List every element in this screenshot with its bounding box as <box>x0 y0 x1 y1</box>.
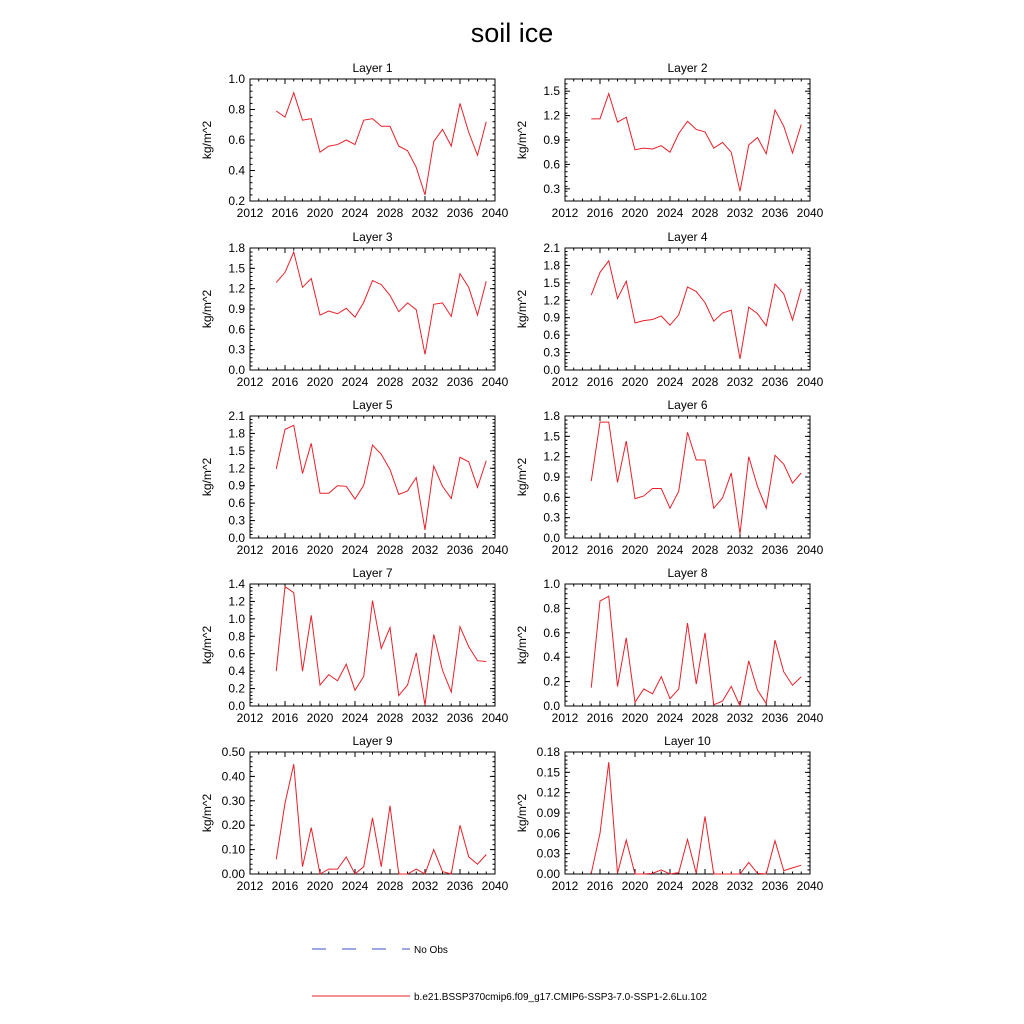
panel-layer-6 <box>515 398 824 557</box>
x-tick-label: 2036 <box>446 375 474 389</box>
x-tick-label: 2032 <box>726 375 754 389</box>
x-tick-label: 2036 <box>446 543 474 557</box>
y-tick-label: 0.50 <box>221 745 245 759</box>
panel-title: Layer 10 <box>664 734 711 748</box>
plot-frame <box>250 248 495 370</box>
y-axis-label: kg/m^2 <box>200 457 214 497</box>
x-tick-label: 2028 <box>691 879 719 893</box>
series-line <box>591 261 801 359</box>
figure-title: soil ice <box>470 18 554 48</box>
y-tick-label: 0.8 <box>228 102 245 117</box>
y-tick-label: 0.9 <box>543 470 560 484</box>
y-tick-label: 0.6 <box>228 496 245 511</box>
x-tick-label: 2028 <box>691 711 719 725</box>
x-tick-label: 2036 <box>761 543 789 557</box>
x-tick-label: 2028 <box>376 375 404 389</box>
y-tick-label: 0.6 <box>543 157 560 172</box>
series-line <box>591 94 801 192</box>
panel-layer-5 <box>200 398 509 557</box>
x-tick-label: 2036 <box>761 206 789 220</box>
x-tick-label: 2016 <box>586 711 614 725</box>
x-tick-label: 2012 <box>551 711 579 725</box>
x-tick-label: 2020 <box>621 543 649 557</box>
y-tick-label: 0.15 <box>536 765 560 780</box>
x-tick-label: 2032 <box>411 206 439 220</box>
y-tick-label: 2.1 <box>543 241 560 255</box>
y-tick-label: 0.9 <box>543 310 560 325</box>
y-axis-label: kg/m^2 <box>200 793 214 833</box>
x-tick-label: 2020 <box>306 206 334 220</box>
y-tick-label: 0.30 <box>221 793 245 808</box>
x-tick-label: 2012 <box>551 375 579 389</box>
x-tick-label: 2016 <box>586 543 614 557</box>
y-tick-label: 0.0 <box>228 363 245 377</box>
y-tick-label: 0.3 <box>543 345 560 360</box>
y-tick-label: 1.4 <box>228 577 245 591</box>
y-tick-label: 0.40 <box>221 769 245 784</box>
x-tick-label: 2020 <box>306 711 334 725</box>
series-line <box>276 252 486 354</box>
y-tick-label: 1.5 <box>228 261 245 276</box>
x-tick-label: 2024 <box>341 206 369 220</box>
y-tick-label: 0.4 <box>543 650 560 665</box>
y-tick-label: 0.2 <box>543 674 560 689</box>
y-axis-label: kg/m^2 <box>515 793 529 833</box>
y-tick-label: 0.3 <box>228 342 245 357</box>
x-tick-label: 2016 <box>586 375 614 389</box>
panel-layer-9 <box>200 734 509 893</box>
x-tick-label: 2032 <box>726 879 754 893</box>
x-tick-label: 2012 <box>236 711 264 725</box>
y-tick-label: 0.00 <box>221 867 245 881</box>
x-tick-label: 2024 <box>341 543 369 557</box>
panel-title: Layer 9 <box>352 734 393 748</box>
y-tick-label: 1.8 <box>228 241 245 255</box>
legend-obs-label: No Obs <box>414 945 448 956</box>
y-tick-label: 0.00 <box>536 867 560 881</box>
y-tick-label: 0.9 <box>228 302 245 316</box>
panel-title: Layer 8 <box>667 566 708 580</box>
panel-layer-2 <box>515 61 824 220</box>
x-tick-label: 2040 <box>481 375 509 389</box>
y-tick-label: 1.5 <box>543 275 560 290</box>
panel-layer-7 <box>200 566 509 725</box>
y-tick-label: 1.0 <box>228 72 245 86</box>
x-tick-label: 2020 <box>621 375 649 389</box>
panel-layer-10 <box>515 734 824 893</box>
y-tick-label: 0.12 <box>536 785 560 800</box>
y-tick-label: 0.0 <box>228 699 245 713</box>
series-line <box>276 93 486 195</box>
x-tick-label: 2012 <box>551 543 579 557</box>
y-tick-label: 0.06 <box>536 826 560 841</box>
panel-title: Layer 4 <box>667 230 708 244</box>
x-tick-label: 2020 <box>621 206 649 220</box>
x-tick-label: 2032 <box>726 543 754 557</box>
x-tick-label: 2012 <box>236 879 264 893</box>
x-tick-label: 2016 <box>271 206 299 220</box>
x-tick-label: 2036 <box>446 711 474 725</box>
y-tick-label: 0.3 <box>543 510 560 525</box>
y-tick-label: 0.0 <box>228 531 245 545</box>
x-tick-label: 2024 <box>341 711 369 725</box>
x-tick-label: 2016 <box>271 711 299 725</box>
y-tick-label: 0.0 <box>543 363 560 377</box>
x-tick-label: 2028 <box>376 711 404 725</box>
y-tick-label: 1.2 <box>228 281 245 296</box>
y-tick-label: 1.8 <box>543 258 560 273</box>
x-tick-label: 2020 <box>306 879 334 893</box>
plot-frame <box>250 752 495 874</box>
y-tick-label: 0.8 <box>228 629 245 644</box>
y-tick-label: 1.8 <box>543 409 560 423</box>
y-tick-label: 1.5 <box>228 443 245 458</box>
x-tick-label: 2012 <box>236 375 264 389</box>
panel-title: Layer 7 <box>352 566 393 580</box>
x-tick-label: 2040 <box>796 543 824 557</box>
y-tick-label: 1.5 <box>543 84 560 99</box>
panel-layer-4 <box>515 230 824 389</box>
x-tick-label: 2024 <box>656 879 684 893</box>
y-tick-label: 0.10 <box>221 842 245 857</box>
x-tick-label: 2036 <box>761 879 789 893</box>
panel-layer-8 <box>515 566 824 725</box>
x-tick-label: 2032 <box>411 543 439 557</box>
x-tick-label: 2028 <box>691 543 719 557</box>
panel-layer-3 <box>200 230 509 389</box>
x-tick-label: 2032 <box>726 206 754 220</box>
x-tick-label: 2040 <box>481 711 509 725</box>
x-tick-label: 2024 <box>656 375 684 389</box>
x-tick-label: 2028 <box>376 206 404 220</box>
x-tick-label: 2016 <box>271 543 299 557</box>
y-tick-label: 1.0 <box>543 577 560 591</box>
x-tick-label: 2024 <box>341 879 369 893</box>
y-tick-label: 0.6 <box>228 322 245 337</box>
x-tick-label: 2040 <box>796 206 824 220</box>
panel-title: Layer 2 <box>667 61 708 75</box>
x-tick-label: 2024 <box>656 206 684 220</box>
y-tick-label: 0.6 <box>543 328 560 343</box>
x-tick-label: 2012 <box>551 206 579 220</box>
panel-title: Layer 6 <box>667 398 708 412</box>
y-tick-label: 0.9 <box>228 478 245 493</box>
x-tick-label: 2016 <box>586 206 614 220</box>
y-tick-label: 0.2 <box>228 681 245 696</box>
series-line <box>276 587 486 706</box>
y-tick-label: 0.0 <box>543 531 560 545</box>
x-tick-label: 2028 <box>691 375 719 389</box>
y-tick-label: 1.2 <box>543 449 560 464</box>
plot-frame <box>565 79 810 201</box>
y-tick-label: 0.0 <box>543 699 560 713</box>
y-tick-label: 0.20 <box>221 818 245 833</box>
y-tick-label: 2.1 <box>228 409 245 423</box>
y-tick-label: 1.8 <box>228 426 245 441</box>
panel-title: Layer 5 <box>352 398 393 412</box>
x-tick-label: 2024 <box>656 543 684 557</box>
y-tick-label: 1.5 <box>543 429 560 444</box>
y-tick-label: 0.9 <box>543 133 560 147</box>
plot-frame <box>250 416 495 538</box>
x-tick-label: 2016 <box>271 879 299 893</box>
x-tick-label: 2040 <box>796 711 824 725</box>
y-axis-label: kg/m^2 <box>515 289 529 329</box>
x-tick-label: 2036 <box>446 206 474 220</box>
x-tick-label: 2020 <box>621 879 649 893</box>
x-tick-label: 2020 <box>306 543 334 557</box>
panels <box>200 61 824 893</box>
x-tick-label: 2028 <box>691 206 719 220</box>
y-tick-label: 1.0 <box>228 611 245 626</box>
y-axis-label: kg/m^2 <box>515 457 529 497</box>
y-tick-label: 0.6 <box>228 133 245 147</box>
panel-title: Layer 1 <box>352 61 393 75</box>
x-tick-label: 2028 <box>376 879 404 893</box>
series-line <box>276 425 486 530</box>
plot-frame <box>250 79 495 201</box>
y-axis-label: kg/m^2 <box>515 625 529 665</box>
y-tick-label: 0.2 <box>228 194 245 208</box>
legend-model-label: b.e21.BSSP370cmip6.f09_g17.CMIP6-SSP3-7.0-SSP1-2.6Lu.102 <box>414 992 707 1003</box>
x-tick-label: 2024 <box>341 375 369 389</box>
y-tick-label: 0.6 <box>543 490 560 505</box>
plot-frame <box>565 248 810 370</box>
x-tick-label: 2036 <box>761 375 789 389</box>
x-tick-label: 2020 <box>621 711 649 725</box>
x-tick-label: 2012 <box>236 206 264 220</box>
y-tick-label: 0.18 <box>536 745 560 759</box>
series-line <box>276 764 486 874</box>
x-tick-label: 2036 <box>761 711 789 725</box>
x-tick-label: 2032 <box>411 711 439 725</box>
x-tick-label: 2040 <box>796 879 824 893</box>
y-tick-label: 1.2 <box>543 108 560 123</box>
y-tick-label: 0.6 <box>228 646 245 661</box>
y-tick-label: 0.6 <box>543 625 560 640</box>
x-tick-label: 2032 <box>411 879 439 893</box>
x-tick-label: 2040 <box>481 206 509 220</box>
y-tick-label: 0.3 <box>228 513 245 528</box>
y-tick-label: 0.3 <box>543 181 560 196</box>
y-tick-label: 1.2 <box>543 293 560 308</box>
y-axis-label: kg/m^2 <box>515 120 529 160</box>
y-tick-label: 1.2 <box>228 594 245 609</box>
y-tick-label: 1.2 <box>228 461 245 476</box>
series-line <box>591 762 801 874</box>
y-tick-label: 0.4 <box>228 163 245 178</box>
y-tick-label: 0.4 <box>228 664 245 679</box>
x-tick-label: 2040 <box>481 879 509 893</box>
x-tick-label: 2012 <box>236 543 264 557</box>
series-line <box>591 596 801 706</box>
x-tick-label: 2032 <box>411 375 439 389</box>
y-tick-label: 0.8 <box>543 601 560 616</box>
series-line <box>591 422 801 534</box>
y-axis-label: kg/m^2 <box>200 120 214 160</box>
x-tick-label: 2020 <box>306 375 334 389</box>
x-tick-label: 2040 <box>481 543 509 557</box>
x-tick-label: 2024 <box>656 711 684 725</box>
x-tick-label: 2036 <box>446 879 474 893</box>
panel-title: Layer 3 <box>352 230 393 244</box>
x-tick-label: 2012 <box>551 879 579 893</box>
y-axis-label: kg/m^2 <box>200 625 214 665</box>
x-tick-label: 2028 <box>376 543 404 557</box>
x-tick-label: 2016 <box>586 879 614 893</box>
x-tick-label: 2016 <box>271 375 299 389</box>
legend <box>312 945 707 1003</box>
plot-frame <box>565 752 810 874</box>
x-tick-label: 2032 <box>726 711 754 725</box>
panel-layer-1 <box>200 61 509 220</box>
y-tick-label: 0.09 <box>536 806 560 820</box>
plot-frame <box>565 584 810 706</box>
y-tick-label: 0.03 <box>536 846 560 861</box>
x-tick-label: 2040 <box>796 375 824 389</box>
y-axis-label: kg/m^2 <box>200 289 214 329</box>
